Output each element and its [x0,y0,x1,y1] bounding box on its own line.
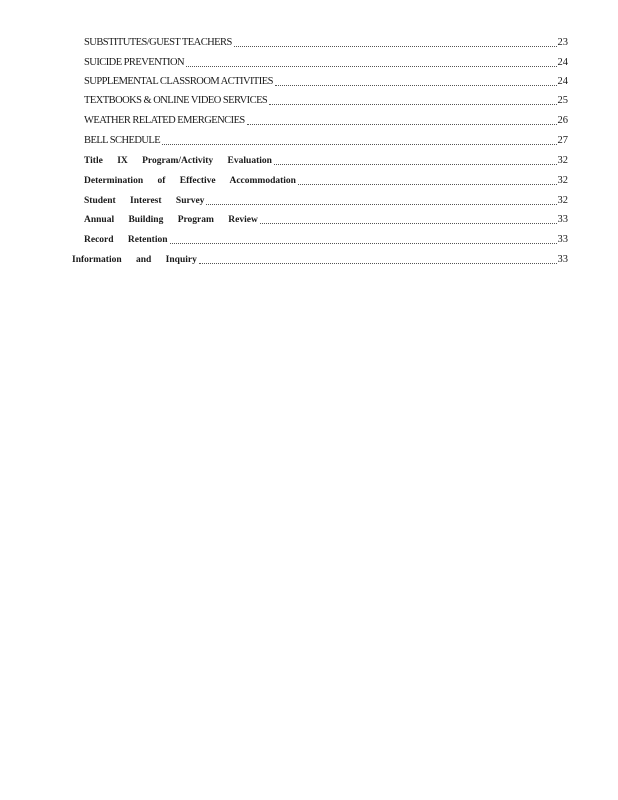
toc-entry-title: WEATHER RELATED EMERGENCIES [84,115,245,126]
dot-leader [186,65,556,67]
dot-leader [269,103,556,105]
toc-entry-title-ix-evaluation[interactable] [84,154,568,168]
dot-leader [298,183,557,185]
toc-entry-title: Student Interest Survey [84,196,205,206]
toc-entry-title: SUBSTITUTES/GUEST TEACHERS [84,37,232,48]
toc-entry-page-number: 24 [557,76,568,87]
toc-entry-page-number: 33 [557,234,568,245]
toc-entry-bell-schedule[interactable] [84,134,568,148]
dot-leader [199,262,557,264]
toc-entry-page-number: 25 [557,95,568,106]
toc-entry-title: Record Retention [84,235,168,245]
toc-entry-title: Title IX Program/Activity Evaluation [84,156,272,166]
toc-entry-student-interest-survey[interactable] [84,194,568,208]
toc-entry-page-number: 32 [557,155,568,166]
toc-entry-title: Information and Inquiry [72,255,197,265]
toc-entry-substitutes[interactable] [84,36,568,50]
dot-leader [206,203,556,205]
toc-entry-page-number: 23 [557,37,568,48]
dot-leader [274,163,557,165]
toc-entry-page-number: 27 [557,135,568,146]
dot-leader [260,222,557,224]
toc-entry-record-retention[interactable] [84,233,568,247]
toc-entry-weather-emergencies[interactable] [84,114,568,128]
toc-entry-suicide-prevention[interactable] [84,56,568,70]
toc-entry-textbooks[interactable] [84,94,568,108]
toc-entry-title: SUPPLEMENTAL CLASSROOM ACTIVITIES [84,76,273,87]
toc-entry-building-program-review[interactable] [84,213,568,227]
toc-entry-effective-accommodation[interactable] [84,174,568,188]
toc-entry-page-number: 24 [557,57,568,68]
dot-leader [234,45,557,47]
toc-entry-page-number: 33 [557,214,568,225]
toc-entry-page-number: 32 [557,195,568,206]
toc-entry-page-number: 32 [557,175,568,186]
toc-entry-information-inquiry[interactable] [72,253,568,267]
toc-entry-page-number: 26 [557,115,568,126]
dot-leader [162,143,556,145]
toc-entry-title: TEXTBOOKS & ONLINE VIDEO SERVICES [84,95,268,106]
toc-entry-title: BELL SCHEDULE [84,135,161,146]
toc-entry-page-number: 33 [557,254,568,265]
toc-entry-title: Determination of Effective Accommodation [84,176,296,186]
dot-leader [275,84,557,86]
toc-entry-title: Annual Building Program Review [84,215,258,225]
dot-leader [170,242,557,244]
toc-entry-title: SUICIDE PREVENTION [84,57,185,68]
dot-leader [247,123,557,125]
toc-entry-supplemental-activities[interactable] [84,75,568,89]
